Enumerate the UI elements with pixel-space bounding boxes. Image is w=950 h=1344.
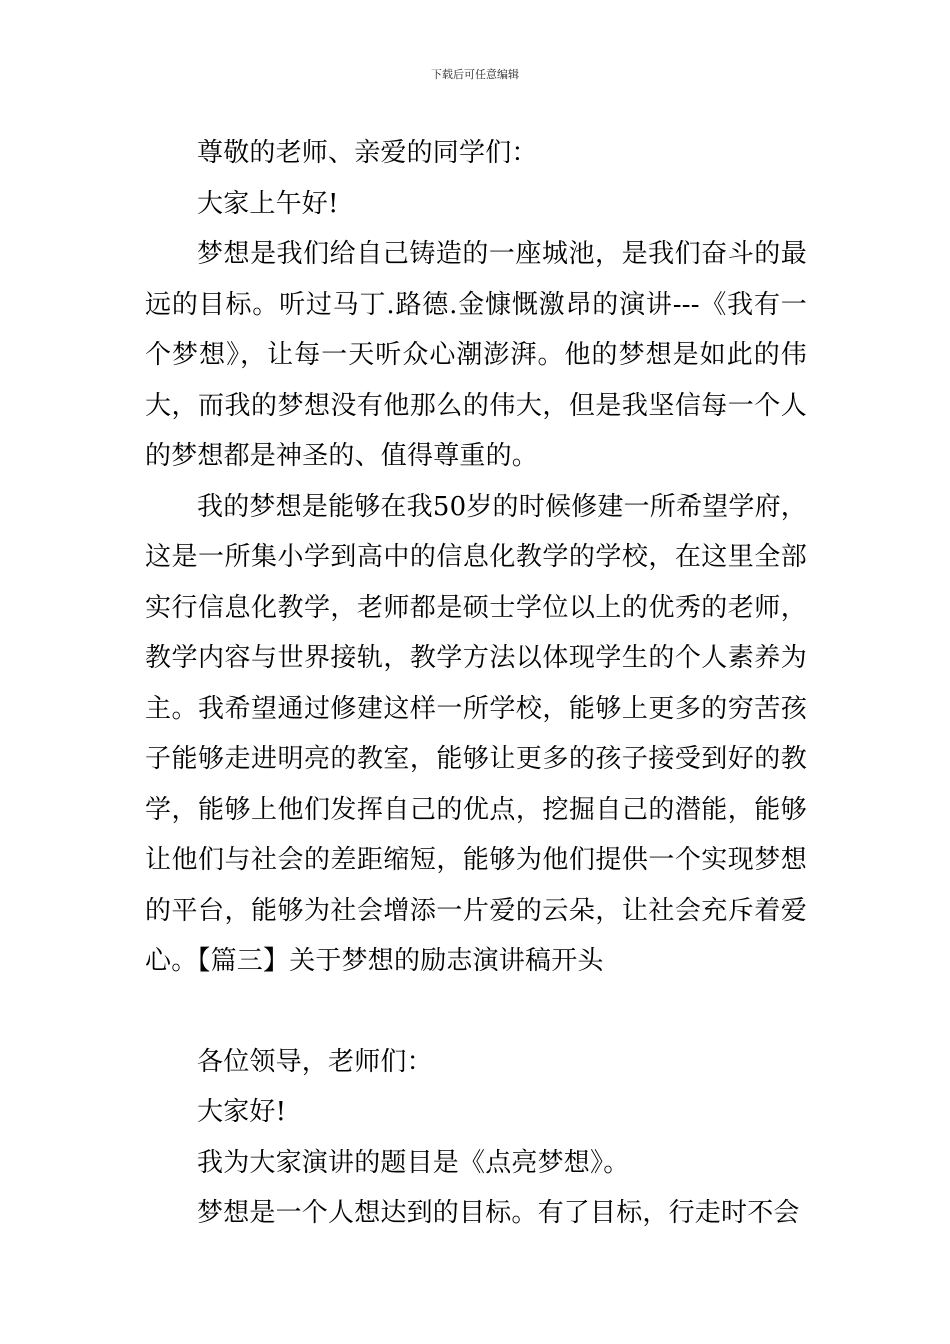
topic-paragraph: 我为大家演讲的题目是《点亮梦想》。 [197,1147,630,1178]
salutation-paragraph-2: 大家好! [197,1097,287,1127]
salutation-paragraph: 大家上午好! [197,188,339,219]
greeting-paragraph-2: 各位领导，老师们： [197,1046,433,1077]
body-paragraph-2: 我的梦想是能够在我50岁的时候修建一所希望学府，这是一所集小学到高中的信息化教学的学校，在这里全部实行信息化教学，老师都是硕士学位以上的优秀的老师，教学内容与世界接轨，教学方法以体现学生的个人素养为主。我希望通过修建这样一所学校，能够上更多的穷苦孩子能够走进明亮的教室，能够让更多的孩子接受到好的教学，能够上他们发挥自己的优点，挖掘自己的潜能，能够让他们与社会的差距缩短，能够为他们提供一个实现梦想的平台，能够为社会增添一片爱的云朵，让社会充斥着爱心。【篇三】关于梦想的励志演讲稿开头 [145,491,807,976]
section-gap [145,987,807,1037]
body-paragraph-3: 梦想是一个人想达到的目标。有了目标，行走时不会 [197,1198,800,1228]
greeting-paragraph: 尊敬的老师、亲爱的同学们： [197,138,538,168]
document-body [145,128,807,1239]
body-paragraph-1: 梦想是我们给自己铸造的一座城池，是我们奋斗的最远的目标。听过马丁.路德.金慷慨激昂的演讲---《我有一个梦想》，让每一天听众心潮澎湃。他的梦想是如此的伟大，而我的梦想没有他那么的伟大，但是我坚信每一个人的梦想都是神圣的、值得尊重的。 [145,239,807,471]
header-note: 下载后可任意编辑 [431,68,519,81]
